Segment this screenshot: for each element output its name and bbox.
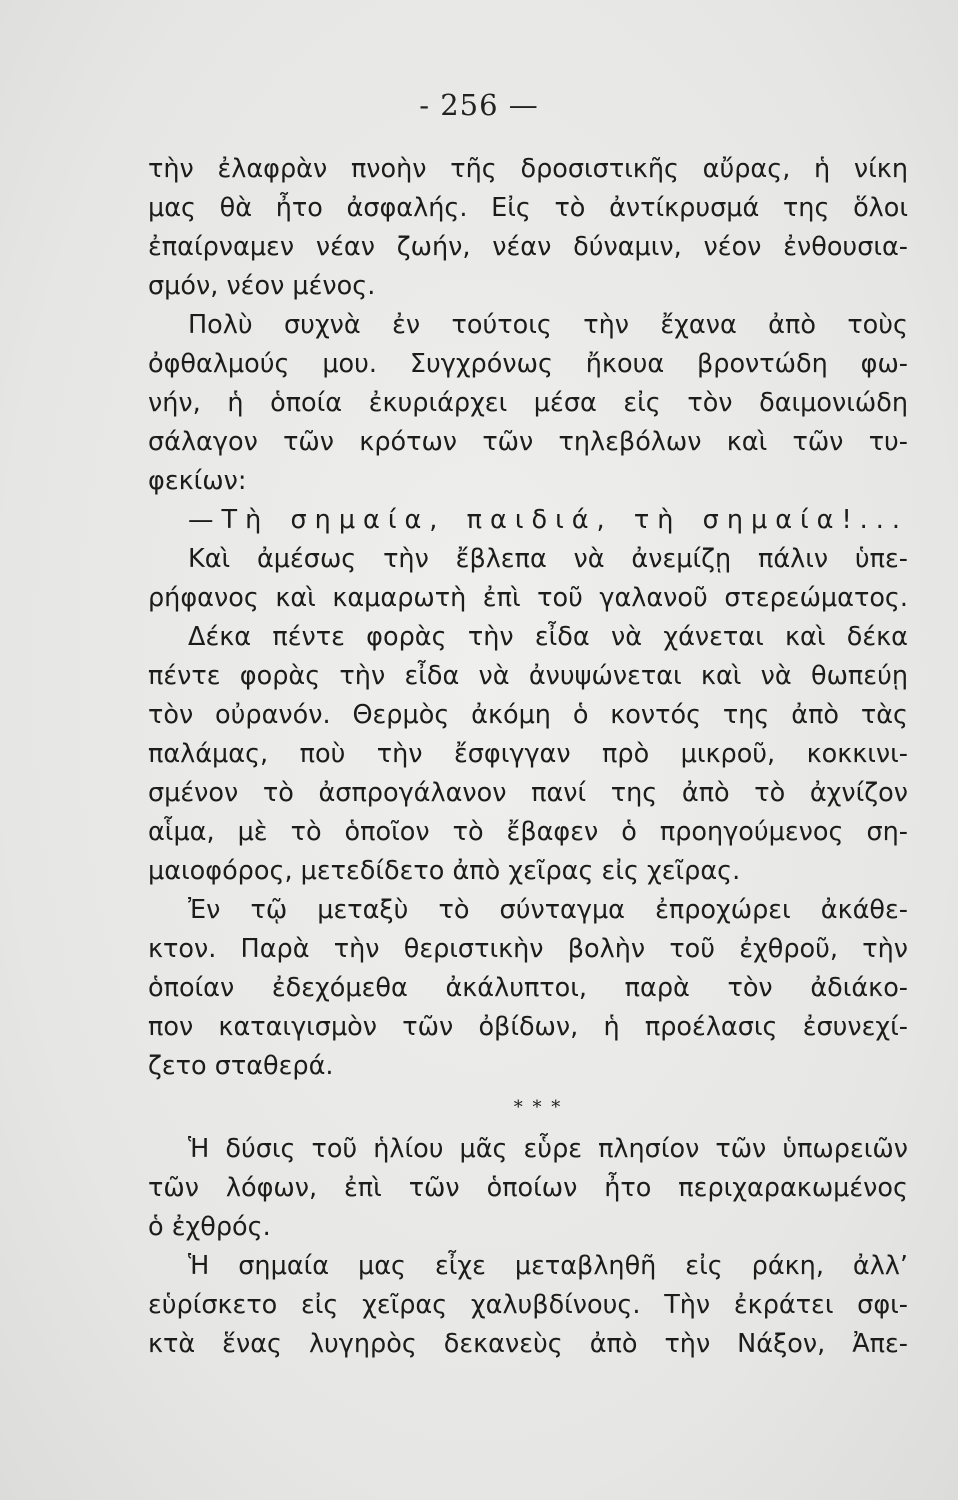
text-line: Ἐν τῷ μεταξὺ τὸ σύνταγμα ἐπροχώρει ἀκάθε- (188, 895, 908, 925)
section-asterism: * * * (513, 1097, 563, 1118)
text-line: σμόν, νέον μένος. (148, 271, 376, 301)
text-line: αἷμα, μὲ τὸ ὁποῖον τὸ ἔβαφεν ὁ προηγούμενος ση- (148, 817, 908, 847)
text-line: Ἡ σημαία μας εἶχε μεταβληθῆ εἰς ράκη, ἀλλ’ (188, 1251, 908, 1281)
body-text (148, 150, 908, 1364)
text-line: παλάμας, ποὺ τὴν ἔσφιγγαν πρὸ μικροῦ, κοκκινι- (148, 739, 908, 769)
text-line: ὁποίαν ἐδεχόμεθα ἀκάλυπτοι, παρὰ τὸν ἀδιάκο- (148, 973, 908, 1003)
text-line: ὀφθαλμούς μου. Συγχρόνως ἤκουα βροντώδη φω- (148, 349, 908, 379)
text-line: τὸν οὐρανόν. Θερμὸς ἀκόμη ὁ κοντός της ἀπὸ τὰς (148, 700, 908, 730)
text-line: πέντε φορὰς τὴν εἶδα νὰ ἀνυψώνεται καὶ νὰ θωπεύῃ (148, 661, 908, 691)
text-line: μας θὰ ἦτο ἀσφαλής. Εἰς τὸ ἀντίκρυσμά της ὅλοι (148, 193, 908, 223)
text-line: Πολὺ συχνὰ ἐν τούτοις τὴν ἔχανα ἀπὸ τοὺς (188, 310, 908, 340)
text-line: Καὶ ἀμέσως τὴν ἔβλεπα νὰ ἀνεμίζῃ πάλιν ὑπε- (188, 544, 908, 574)
text-line: Ἡ δύσις τοῦ ἡλίου μᾶς εὗρε πλησίον τῶν ὑπωρειῶν (188, 1134, 908, 1164)
text-line: κτὰ ἕνας λυγηρὸς δεκανεὺς ἀπὸ τὴν Νάξον, Ἀπε- (148, 1329, 908, 1359)
text-line: μαιοφόρος, μετεδίδετο ἀπὸ χεῖρας εἰς χεῖρας. (148, 856, 741, 886)
text-line: φεκίων: (148, 466, 247, 496)
text-line: σάλαγον τῶν κρότων τῶν τηλεβόλων καὶ τῶν τυ- (148, 427, 908, 457)
text-line: ζετο σταθερά. (148, 1051, 334, 1081)
text-line: κτον. Παρὰ τὴν θεριστικὴν βολὴν τοῦ ἐχθροῦ, τὴν (148, 934, 908, 964)
text-line: σμένον τὸ ἀσπρογάλανον πανί της ἀπὸ τὸ ἀχνίζον (148, 778, 908, 808)
page-number: - 256 — (419, 88, 539, 122)
text-line: ὁ ἐχθρός. (148, 1212, 271, 1242)
text-line: εὑρίσκετο εἰς χεῖρας χαλυβδίνους. Τὴν ἐκράτει σφι- (148, 1290, 908, 1320)
text-line: πον καταιγισμὸν τῶν ὀβίδων, ἡ προέλασις ἐσυνεχί- (148, 1012, 908, 1042)
text-line: τῶν λόφων, ἐπὶ τῶν ὁποίων ἦτο περιχαρακωμένος (148, 1173, 908, 1203)
text-line: νήν, ἡ ὁποία ἐκυριάρχει μέσα εἰς τὸν δαιμονιώδη (148, 388, 908, 418)
text-line: τὴν ἐλαφρὰν πνοὴν τῆς δροσιστικῆς αὔρας, ἡ νίκη (148, 154, 908, 184)
text-line: ἐπαίρναμεν νέαν ζωήν, νέαν δύναμιν, νέον ἐνθουσια- (148, 232, 908, 262)
text-line: —Τὴ σημαία, παιδιά, τὴ σημαία!... (188, 505, 908, 535)
text-line: Δέκα πέντε φορὰς τὴν εἶδα νὰ χάνεται καὶ δέκα (188, 622, 908, 652)
text-line: ρήφανος καὶ καμαρωτὴ ἐπὶ τοῦ γαλανοῦ στερεώματος. (148, 583, 908, 613)
